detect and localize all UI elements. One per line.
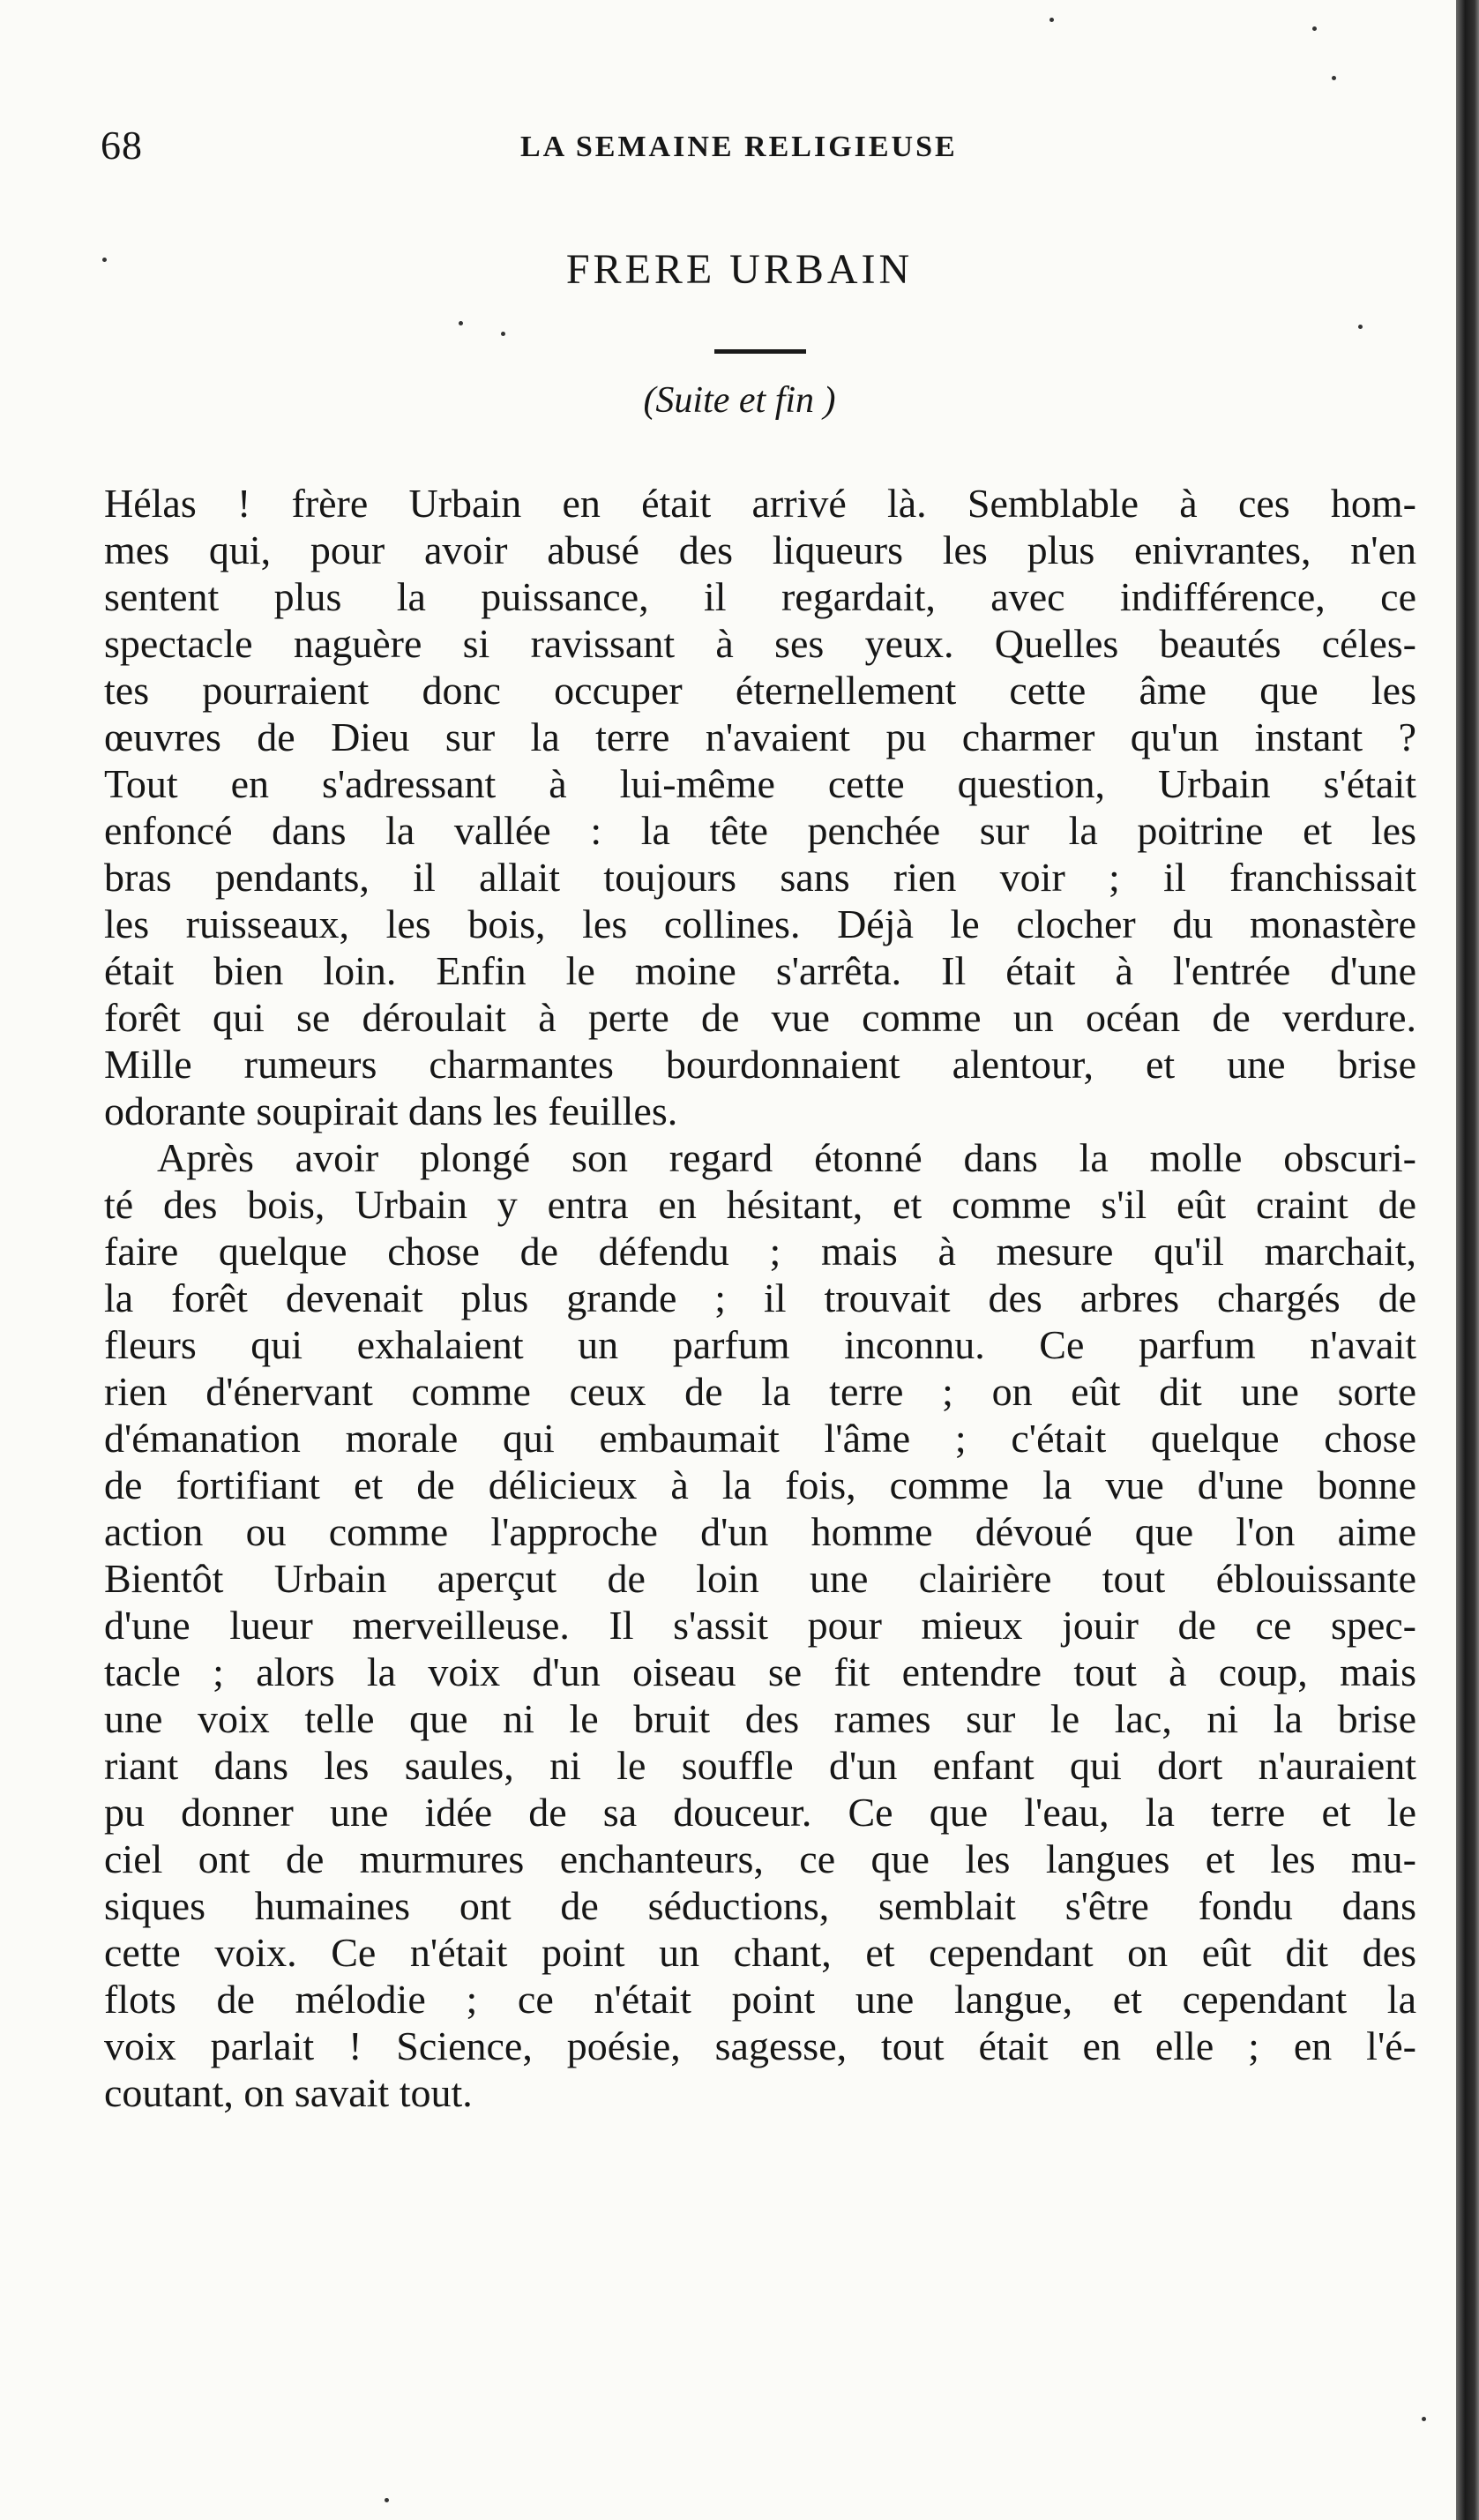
text-line: action ou comme l'approche d'un homme dévoué que l'on aime bbox=[104, 1509, 1416, 1554]
text-line: flots de mélodie ; ce n'était point une langue, et cependant la bbox=[104, 1977, 1416, 2022]
print-speck bbox=[459, 321, 463, 325]
text-line: les ruisseaux, les bois, les collines. Déjà le clocher du monastère bbox=[104, 901, 1416, 946]
text-line: Après avoir plongé son regard étonné dans la molle obscuri- bbox=[157, 1135, 1416, 1180]
text-line: odorante soupirait dans les feuilles. bbox=[104, 1088, 678, 1133]
text-line: ciel ont de murmures enchanteurs, ce que les langues et les mu- bbox=[104, 1836, 1416, 1881]
print-speck bbox=[1049, 18, 1054, 22]
running-title: LA SEMAINE RELIGIEUSE bbox=[520, 131, 958, 163]
text-line: tes pourraient donc occuper éternellement cette âme que les bbox=[104, 668, 1416, 713]
print-speck bbox=[501, 332, 505, 336]
text-line: Tout en s'adressant à lui-même cette question, Urbain s'était bbox=[104, 761, 1416, 806]
text-line: Bientôt Urbain aperçut de loin une clairière tout éblouissante bbox=[104, 1556, 1416, 1601]
print-speck bbox=[1422, 2417, 1426, 2421]
text-line: d'une lueur merveilleuse. Il s'assit pour mieux jouir de ce spec- bbox=[104, 1603, 1416, 1648]
text-line: une voix telle que ni le bruit des rames sur le lac, ni la brise bbox=[104, 1696, 1416, 1741]
text-line: Hélas ! frère Urbain en était arrivé là. Semblable à ces hom- bbox=[104, 481, 1416, 526]
text-line: œuvres de Dieu sur la terre n'avaient pu charmer qu'un instant ? bbox=[104, 714, 1416, 759]
paragraph-2 bbox=[104, 1134, 1416, 2116]
text-line: fleurs qui exhalaient un parfum inconnu. Ce parfum n'avait bbox=[104, 1322, 1416, 1367]
text-line: enfoncé dans la vallée : la tête penchée sur la poitrine et les bbox=[104, 808, 1416, 853]
page-edge-shadow bbox=[1456, 0, 1479, 2520]
text-line: mes qui, pour avoir abusé des liqueurs les plus enivrantes, n'en bbox=[104, 527, 1416, 572]
print-speck bbox=[1332, 76, 1336, 80]
text-line: rien d'énervant comme ceux de la terre ; on eût dit une sorte bbox=[104, 1369, 1416, 1414]
text-line: faire quelque chose de défendu ; mais à mesure qu'il marchait, bbox=[104, 1229, 1416, 1274]
text-line: Mille rumeurs charmantes bourdonnaient alentour, et une brise bbox=[104, 1042, 1416, 1087]
print-speck bbox=[1358, 325, 1363, 329]
print-speck bbox=[385, 2498, 389, 2502]
text-line: la forêt devenait plus grande ; il trouvait des arbres chargés de bbox=[104, 1275, 1416, 1320]
page-number: 68 bbox=[101, 123, 143, 168]
text-line: sentent plus la puissance, il regardait, avec indifférence, ce bbox=[104, 574, 1416, 619]
article-subtitle: (Suite et fin ) bbox=[643, 380, 836, 421]
title-rule bbox=[714, 349, 806, 354]
print-speck bbox=[102, 258, 107, 262]
text-line: forêt qui se déroulait à perte de vue comme un océan de verdure. bbox=[104, 995, 1416, 1040]
text-line: cette voix. Ce n'était point un chant, et cependant on eût dit des bbox=[104, 1930, 1416, 1975]
text-line: pu donner une idée de sa douceur. Ce que l'eau, la terre et le bbox=[104, 1790, 1416, 1835]
article-body bbox=[104, 480, 1416, 2116]
text-line: té des bois, Urbain y entra en hésitant, et comme s'il eût craint de bbox=[104, 1182, 1416, 1227]
text-line: tacle ; alors la voix d'un oiseau se fit entendre tout à coup, mais bbox=[104, 1649, 1416, 1694]
text-line: spectacle naguère si ravissant à ses yeux. Quelles beautés céles- bbox=[104, 621, 1416, 666]
text-line: d'émanation morale qui embaumait l'âme ; c'était quelque chose bbox=[104, 1416, 1416, 1461]
text-line: bras pendants, il allait toujours sans rien voir ; il franchissait bbox=[104, 855, 1416, 900]
text-line: voix parlait ! Science, poésie, sagesse, tout était en elle ; en l'é- bbox=[104, 2023, 1416, 2068]
text-line: était bien loin. Enfin le moine s'arrêta. Il était à l'entrée d'une bbox=[104, 948, 1416, 993]
print-speck bbox=[1312, 26, 1317, 31]
paragraph-1 bbox=[104, 480, 1416, 1134]
article-title: FRERE URBAIN bbox=[565, 246, 914, 293]
text-line: coutant, on savait tout. bbox=[104, 2070, 473, 2115]
text-line: riant dans les saules, ni le souffle d'un enfant qui dort n'auraient bbox=[104, 1743, 1416, 1788]
text-line: de fortifiant et de délicieux à la fois, comme la vue d'une bonne bbox=[104, 1462, 1416, 1507]
text-line: siques humaines ont de séductions, semblait s'être fondu dans bbox=[104, 1883, 1416, 1928]
